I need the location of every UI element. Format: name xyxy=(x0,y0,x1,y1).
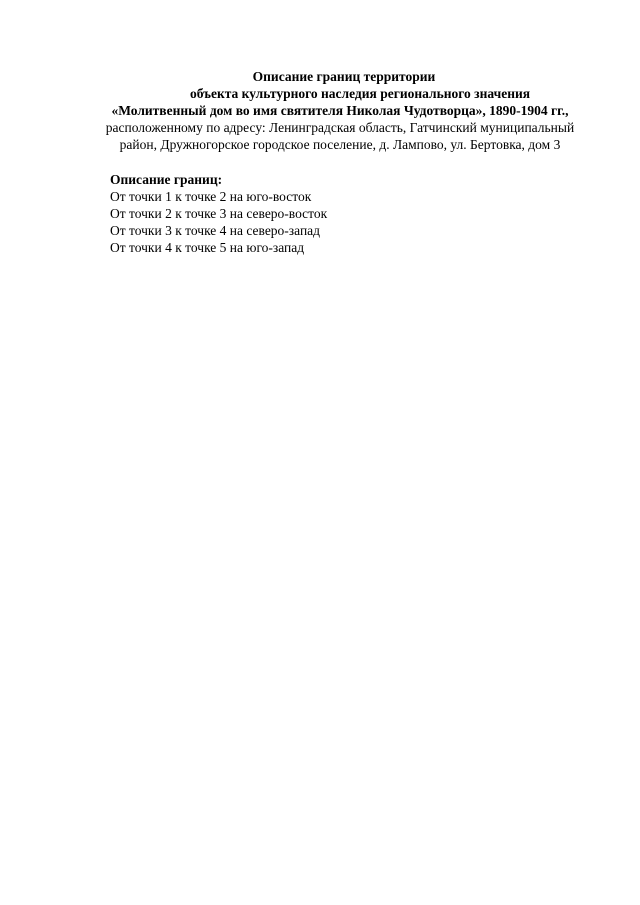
boundary-description xyxy=(110,171,590,256)
boundary-segment-1: От точки 1 к точке 2 на юго-восток xyxy=(110,189,312,204)
title-line-2: объекта культурного наследия регионального значения xyxy=(189,86,531,101)
address-line-2: район, Дружногорское городское поселение, д. Лампово, ул. Бертовка, дом 3 xyxy=(119,137,561,152)
section-title: Описание границ: xyxy=(110,172,223,187)
address-line-1: расположенному по адресу: Ленинградская область, Гатчинский муниципальный xyxy=(105,120,575,135)
document-header xyxy=(60,68,620,153)
boundary-segment-2: От точки 2 к точке 3 на северо-восток xyxy=(110,206,328,221)
boundary-segment-3: От точки 3 к точке 4 на северо-запад xyxy=(110,223,321,238)
boundary-segment-4: От точки 4 к точке 5 на юго-запад xyxy=(110,240,305,255)
title-line-3: «Молитвенный дом во имя святителя Николая Чудотворца», 1890-1904 гг., xyxy=(111,103,569,118)
title-line-1: Описание границ территории xyxy=(252,69,436,84)
